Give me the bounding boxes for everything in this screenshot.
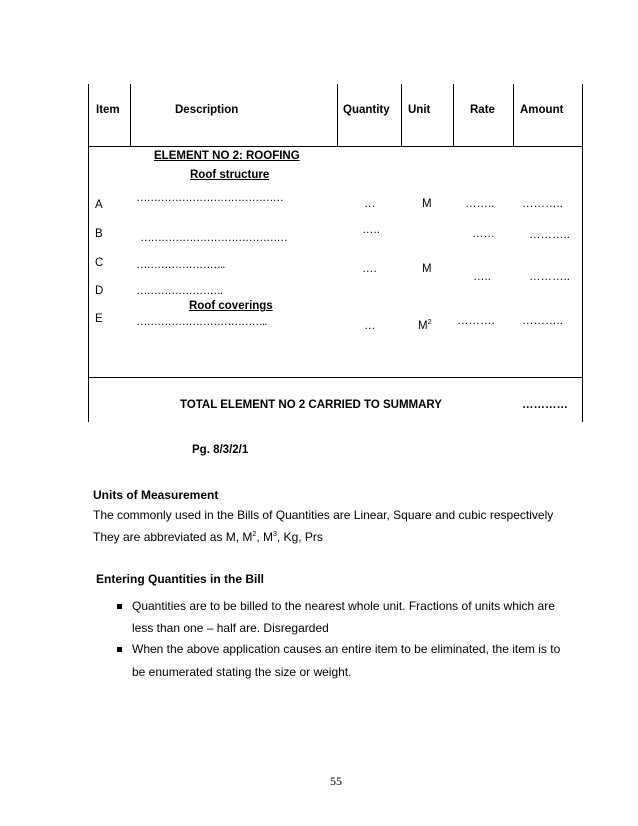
- header-unit: Unit: [408, 104, 431, 116]
- bullet-2-line-1: When the above application causes an entire item to be eliminated, the item is to: [132, 642, 561, 656]
- row-c-description: ……………………..: [136, 259, 225, 271]
- bullet-1-line-1: Quantities are to be billed to the nearest whole unit. Fractions of units which are: [132, 599, 555, 613]
- table-total-rule: [88, 377, 583, 378]
- header-description: Description: [175, 104, 239, 116]
- total-amount: …………: [522, 399, 568, 411]
- table-col-divider-amount: [513, 84, 514, 146]
- row-c-unit: M: [422, 263, 432, 275]
- units-line-2: They are abbreviated as M, $M^2$, $M^3$, Kg, Prs: [93, 530, 323, 544]
- row-a-quantity: …: [364, 198, 376, 210]
- units-line-1: The commonly used in the Bills of Quantities are Linear, Square and cubic respectively: [93, 508, 554, 522]
- row-a-description: ……………………………………: [136, 192, 283, 204]
- header-amount: Amount: [520, 104, 564, 116]
- table-col-divider-rate: [453, 84, 454, 146]
- table-border-right: [582, 84, 583, 422]
- bullet-1-line-2: less than one – half are. Disregarded: [132, 621, 329, 635]
- row-b-rate: ……: [472, 228, 495, 240]
- row-e-unit: $M^2$: [418, 319, 432, 332]
- row-d-description: …………………….: [136, 285, 223, 297]
- total-label: TOTAL ELEMENT NO 2 CARRIED TO SUMMARY: [180, 399, 442, 411]
- row-c-amount: ………..: [529, 271, 570, 283]
- page-number: 55: [330, 774, 342, 788]
- row-c-item: C: [95, 257, 104, 269]
- row-a-amount: ………..: [522, 198, 563, 210]
- element-title: ELEMENT NO 2: ROOFING: [154, 150, 300, 162]
- table-col-divider-quantity: [337, 84, 338, 146]
- row-b-item: B: [95, 228, 103, 240]
- table-col-divider-unit: [401, 84, 402, 146]
- row-b-description: ……………………………………: [140, 232, 287, 244]
- table-border-left: [88, 84, 89, 422]
- row-b-amount: ………..: [529, 229, 570, 241]
- bullet-square-icon: [117, 647, 122, 652]
- row-a-item: A: [95, 199, 103, 211]
- row-e-quantity: …: [364, 320, 376, 332]
- row-c-quantity: ….: [362, 263, 377, 275]
- header-rate: Rate: [470, 104, 495, 116]
- row-e-amount: ………..: [522, 315, 563, 327]
- row-e-item: E: [95, 313, 103, 325]
- page-reference: Pg. 8/3/2/1: [192, 444, 249, 456]
- row-b-quantity: …..: [362, 224, 380, 236]
- row-c-rate: …..: [473, 271, 491, 283]
- row-a-unit: M: [422, 198, 432, 210]
- row-e-description: ………………………………..: [136, 316, 267, 328]
- bullet-2-line-2: be enumerated stating the size or weight.: [132, 665, 352, 679]
- entering-heading: Entering Quantities in the Bill: [96, 572, 265, 586]
- row-a-rate: ……..: [465, 198, 495, 210]
- header-item: Item: [96, 104, 120, 116]
- table-header-rule: [88, 146, 583, 147]
- bullet-square-icon: [117, 604, 122, 609]
- row-d-item: D: [95, 285, 104, 297]
- row-e-rate: ……….: [457, 315, 495, 327]
- header-quantity: Quantity: [343, 104, 390, 116]
- table-col-divider-description: [130, 84, 131, 146]
- sub-heading-roof-coverings: Roof coverings: [189, 300, 273, 312]
- units-heading: Units of Measurement: [93, 488, 219, 502]
- sub-heading-roof-structure: Roof structure: [190, 169, 270, 181]
